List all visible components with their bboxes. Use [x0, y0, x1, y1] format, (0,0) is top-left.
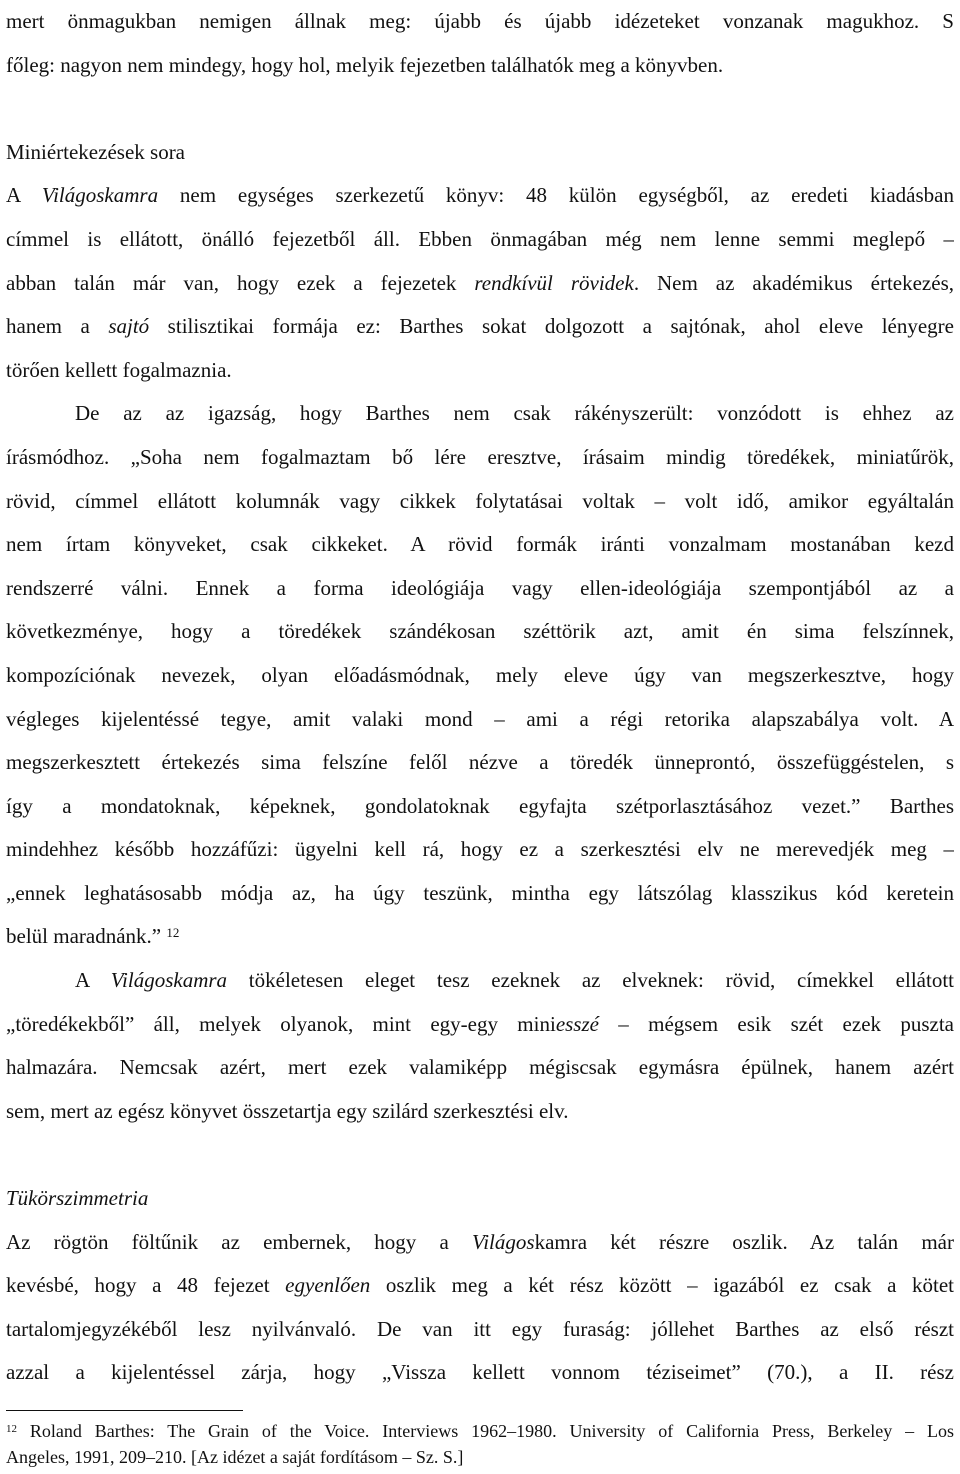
text-line: A Világoskamra tökéletesen eleget tesz ezeknek az elveknek: rövid, címekkel ellátott [75, 968, 954, 993]
text-line: Az rögtön föltűnik az embernek, hogy a Világoskamra két részre oszlik. Az talán már [6, 1229, 954, 1254]
footnote-divider [6, 1410, 243, 1411]
text-line: mindehhez később hozzáfűzi: ügyelni kell rá, hogy ez a szerkesztési elv ne merevedjék meg – [6, 837, 954, 862]
section-heading-miniertekezesek: Miniértekezések sora [6, 139, 186, 164]
section-heading-tukorszimmetria: Tükörszimmetria [6, 1186, 149, 1211]
text-line: végleges kijelentéssé tegye, amit valaki mond – ami a régi retorika alapszabálya volt. A [6, 706, 954, 731]
text-line: nem írtam könyveket, csak cikkeket. A rövid formák iránti vonzalmam mostanában kezd [6, 532, 954, 557]
text-line: azzal a kijelentéssel zárja, hogy „Vissza kellett vonnom téziseimet” (70.), a II. rész [6, 1360, 954, 1385]
text-line: sem, mert az egész könyvet összetartja egy szilárd szerkesztési elv. [6, 1098, 569, 1123]
text-line: így a mondatoknak, képeknek, gondolatoknak egyfajta szétporlasztásához vezet.” Barthes [6, 793, 954, 818]
text-line: törően kellett fogalmaznia. [6, 357, 232, 382]
text-line: kompozíciónak nevezek, olyan előadásmódnak, mely eleve úgy van megszerkesztve, hogy [6, 662, 954, 687]
footnote-number: 12 [6, 1423, 17, 1435]
text-line: „ennek leghatásosabb módja az, ha úgy teszünk, mintha egy látszólag klasszikus kód keretein [6, 880, 954, 905]
text-line: rendszerré válni. Ennek a forma ideológiája vagy ellen-ideológiája szempontjából az a [6, 575, 954, 600]
text-line: következménye, hogy a töredékek szándékosan széttörik azt, amit én sima felszínnek, [6, 619, 954, 644]
text-line: mert önmagukban nemigen állnak meg: újabb és újabb idézeteket vonzanak magukhoz. S [6, 9, 954, 33]
footnote [6, 1418, 954, 1470]
text-line: belül maradnánk.” $^{12}$ [6, 924, 180, 949]
text-line: abban talán már van, hogy ezek a fejezetek rendkívül rövidek. Nem az akadémikus értekezés, [6, 270, 954, 295]
text-line: De az az igazság, hogy Barthes nem csak rákényszerült: vonzódott is ehhez az [75, 401, 954, 426]
text-line: címmel is ellátott, önálló fejezetből áll. Ebben önmagában még nem lenne semmi meglepő – [6, 226, 954, 251]
text-line: megszerkesztett értekezés sima felszíne felől nézve a töredék ünneprontó, összefüggéstelen, s [6, 750, 954, 775]
text-line: tartalomjegyzékéből lesz nyilvánvaló. De van itt egy furaság: jóllehet Barthes az első részt [6, 1316, 954, 1341]
text-line: főleg: nagyon nem mindegy, hogy hol, melyik fejezetben találhatók meg a könyvben. [6, 52, 724, 77]
text-line: halmazára. Nemcsak azért, mert ezek valamiképp mégiscsak egymásra épülnek, hanem azért [6, 1055, 954, 1080]
text-line: kevésbé, hogy a 48 fejezet egyenlően oszlik meg a két rész között – igazából ez csak a kötet [6, 1273, 954, 1298]
footnote-ref: 12 [166, 925, 180, 941]
text-line: A Világoskamra nem egységes szerkezetű könyv: 48 külön egységből, az eredeti kiadásban [6, 183, 954, 208]
text-line: „töredékekből” áll, melyek olyanok, mint egy-egy miniesszé – mégsem esik szét ezek puszta [6, 1011, 954, 1036]
text-line: rövid, címmel ellátott kolumnák vagy cikkek folytatásai voltak – volt idő, amikor egyáltalán [6, 488, 954, 513]
footnote-line: $^{12}$ Roland Barthes: The Grain of the Voice. Interviews 1962–1980. University of California Press, Berkeley – Los [6, 1421, 954, 1441]
text-line: írásmódhoz. „Soha nem fogalmaztam bő lére eresztve, írásaim mindig töredékek, miniatűrök, [6, 444, 954, 469]
document-body [6, 0, 954, 1395]
text-line: hanem a sajtó stilisztikai formája ez: Barthes sokat dolgozott a sajtónak, ahol eleve lényegre [6, 314, 954, 339]
footnote-line: Angeles, 1991, 209–210. [Az idézet a saját fordításom – Sz. S.] [6, 1447, 464, 1467]
